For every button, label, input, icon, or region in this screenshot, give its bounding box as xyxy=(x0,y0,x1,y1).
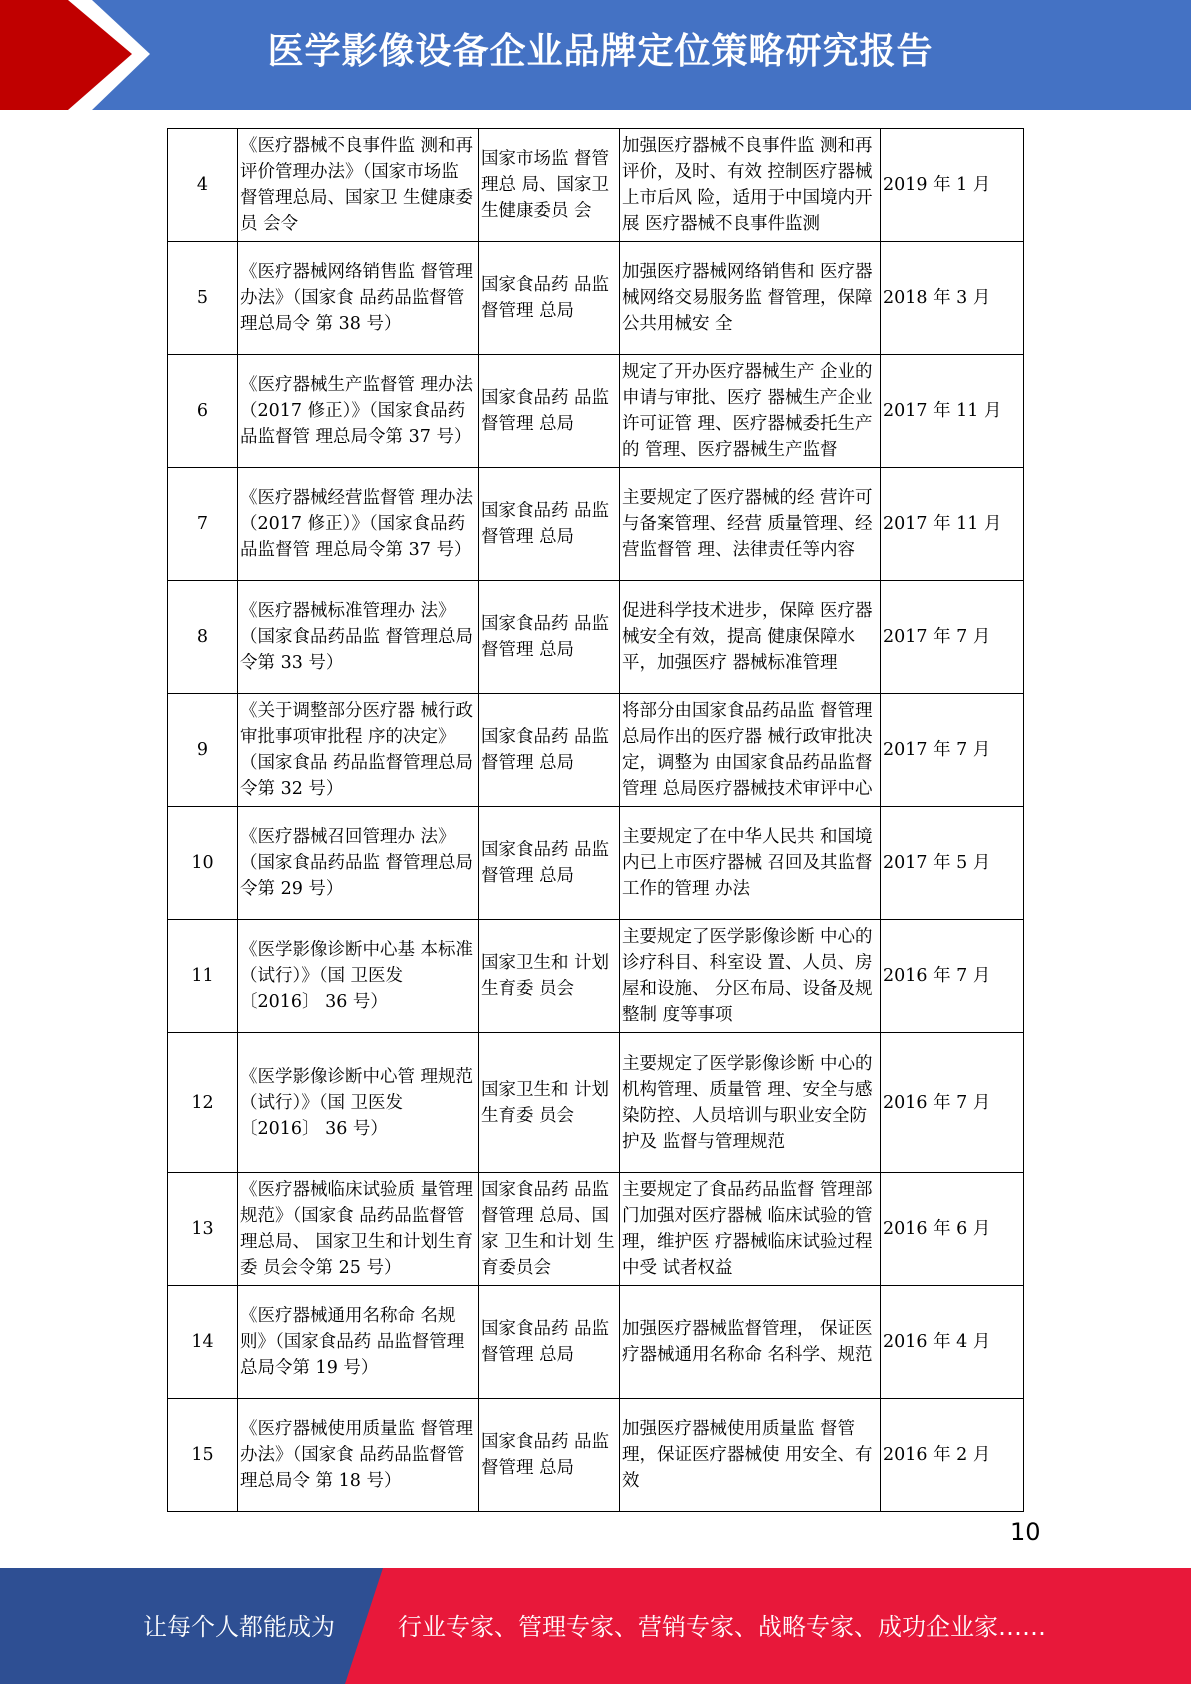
cell-effective-date xyxy=(881,1286,1024,1399)
row-number-text: 13 xyxy=(191,1219,214,1239)
table-row xyxy=(168,807,1024,920)
cell-regulation-content xyxy=(620,1286,881,1399)
cell-regulation-name xyxy=(238,1173,479,1286)
regulation-content-text: 主要规定了医学影像诊断 中心的机构管理、质量管 理、安全与感染防控、人员培训与职业安全防护及 监督与管理规范 xyxy=(622,1053,873,1152)
footer-slogan-left: 让每个人都能成为 xyxy=(143,1613,335,1641)
cell-effective-date xyxy=(881,920,1024,1033)
footer-slogan-right: 行业专家、管理专家、营销专家、战略专家、成功企业家…… xyxy=(398,1613,1046,1641)
table-row xyxy=(168,1033,1024,1173)
cell-regulation-name xyxy=(238,468,479,581)
table-row xyxy=(168,355,1024,468)
table-row xyxy=(168,920,1024,1033)
cell-row-number xyxy=(168,581,238,694)
issuing-department-text: 国家食品药 品监督管理 总局 xyxy=(481,388,610,434)
cell-row-number xyxy=(168,1286,238,1399)
cell-issuing-department xyxy=(479,807,620,920)
issuing-department-text: 国家食品药 品监督管理 总局 xyxy=(481,1319,610,1365)
regulation-name-text: 《医疗器械网络销售监 督管理办法》（国家食 品药品监督管理总局令 第 38 号） xyxy=(240,262,474,334)
regulation-content-text: 加强医疗器械不良事件监 测和再评价，及时、有效 控制医疗器械上市后风 险，适用于中国境内开展 医疗器械不良事件监测 xyxy=(622,136,873,234)
regulation-content-text: 加强医疗器械使用质量监 督管理，保证医疗器械使 用安全、有效 xyxy=(622,1419,873,1491)
cell-issuing-department xyxy=(479,1286,620,1399)
row-number-text: 4 xyxy=(196,175,209,195)
cell-issuing-department xyxy=(479,1033,620,1173)
table-row xyxy=(168,468,1024,581)
effective-date-text: 2017 年 11 月 xyxy=(883,514,1002,534)
issuing-department-text: 国家市场监 督管理总 局、国家卫 生健康委员 会 xyxy=(481,149,610,221)
effective-date-text: 2016 年 7 月 xyxy=(883,966,991,986)
cell-effective-date xyxy=(881,694,1024,807)
effective-date-text: 2018 年 3 月 xyxy=(883,288,991,308)
cell-row-number xyxy=(168,920,238,1033)
regulation-content-text: 加强医疗器械网络销售和 医疗器械网络交易服务监 督管理，保障公共用械安 全 xyxy=(622,262,873,334)
issuing-department-text: 国家食品药 品监督管理 总局、国家 卫生和计划 生育委员会 xyxy=(481,1180,615,1278)
cell-regulation-content xyxy=(620,1399,881,1512)
cell-regulation-name xyxy=(238,1286,479,1399)
cell-effective-date xyxy=(881,355,1024,468)
effective-date-text: 2017 年 7 月 xyxy=(883,740,991,760)
cell-regulation-name xyxy=(238,129,479,242)
page-number: 10 xyxy=(1010,1518,1041,1546)
row-number-text: 9 xyxy=(196,740,209,760)
cell-row-number xyxy=(168,1399,238,1512)
cell-regulation-name xyxy=(238,694,479,807)
cell-regulation-content xyxy=(620,1033,881,1173)
issuing-department-text: 国家食品药 品监督管理 总局 xyxy=(481,1432,610,1478)
cell-effective-date xyxy=(881,807,1024,920)
cell-row-number xyxy=(168,694,238,807)
issuing-department-text: 国家食品药 品监督管理 总局 xyxy=(481,840,610,886)
row-number-text: 14 xyxy=(191,1332,214,1352)
cell-regulation-content xyxy=(620,694,881,807)
cell-issuing-department xyxy=(479,920,620,1033)
table-row xyxy=(168,694,1024,807)
regulation-name-text: 《医疗器械召回管理办 法》（国家食品药品监 督管理总局令第 29 号） xyxy=(240,827,474,899)
regulation-name-text: 《医疗器械不良事件监 测和再评价管理办法》（国家市场监督管理总局、国家卫 生健康委员 会令 xyxy=(240,136,474,234)
row-number-text: 6 xyxy=(196,401,209,421)
table-row xyxy=(168,1399,1024,1512)
row-number-text: 5 xyxy=(196,288,209,308)
cell-regulation-name xyxy=(238,1399,479,1512)
regulation-content-text: 将部分由国家食品药品监 督管理总局作出的医疗器 械行政审批决定，调整为 由国家食品药品监督管理 总局医疗器械技术审评中心 xyxy=(622,701,873,799)
cell-regulation-name xyxy=(238,581,479,694)
cell-row-number xyxy=(168,468,238,581)
cell-regulation-content xyxy=(620,355,881,468)
cell-issuing-department xyxy=(479,129,620,242)
issuing-department-text: 国家卫生和 计划生育委 员会 xyxy=(481,1079,610,1126)
cell-regulation-content xyxy=(620,468,881,581)
issuing-department-text: 国家食品药 品监督管理 总局 xyxy=(481,614,610,660)
effective-date-text: 2017 年 7 月 xyxy=(883,627,991,647)
cell-effective-date xyxy=(881,129,1024,242)
effective-date-text: 2019 年 1 月 xyxy=(883,175,991,195)
effective-date-text: 2016 年 2 月 xyxy=(883,1445,991,1465)
cell-issuing-department xyxy=(479,1173,620,1286)
regulation-content-text: 规定了开办医疗器械生产 企业的申请与审批、医疗 器械生产企业许可证管 理、医疗器械委托生产的 管理、医疗器械生产监督 xyxy=(622,362,873,460)
row-number-text: 8 xyxy=(196,627,209,647)
regulation-content-text: 主要规定了医疗器械的经 营许可与备案管理、经营 质量管理、经营监督管 理、法律责任等内容 xyxy=(622,488,873,560)
regulation-name-text: 《医疗器械标准管理办 法》（国家食品药品监 督管理总局令第 33 号） xyxy=(240,601,474,673)
cell-effective-date xyxy=(881,1033,1024,1173)
issuing-department-text: 国家食品药 品监督管理 总局 xyxy=(481,727,610,773)
cell-row-number xyxy=(168,1173,238,1286)
cell-regulation-content xyxy=(620,129,881,242)
cell-regulation-name xyxy=(238,355,479,468)
cell-row-number xyxy=(168,1033,238,1173)
effective-date-text: 2016 年 6 月 xyxy=(883,1219,991,1239)
cell-row-number xyxy=(168,807,238,920)
table-row xyxy=(168,1173,1024,1286)
regulation-content-text: 主要规定了医学影像诊断 中心的诊疗科目、科室设 置、人员、房屋和设施、 分区布局、设备及规整制 度等事项 xyxy=(622,927,873,1025)
effective-date-text: 2016 年 7 月 xyxy=(883,1092,991,1113)
effective-date-text: 2017 年 5 月 xyxy=(883,853,991,873)
issuing-department-text: 国家卫生和 计划生育委 员会 xyxy=(481,953,610,999)
cell-effective-date xyxy=(881,242,1024,355)
regulations-table xyxy=(167,128,1024,1512)
cell-row-number xyxy=(168,242,238,355)
cell-effective-date xyxy=(881,1173,1024,1286)
regulation-name-text: 《关于调整部分医疗器 械行政审批事项审批程 序的决定》（国家食品 药品监督管理总局令第 32 号） xyxy=(240,701,474,799)
regulation-name-text: 《医学影像诊断中心基 本标准（试行）》（国 卫医发〔2016〕 36 号） xyxy=(240,940,474,1012)
cell-effective-date xyxy=(881,468,1024,581)
issuing-department-text: 国家食品药 品监督管理 总局 xyxy=(481,275,610,321)
cell-issuing-department xyxy=(479,694,620,807)
row-number-text: 10 xyxy=(191,853,214,873)
cell-effective-date xyxy=(881,581,1024,694)
regulation-name-text: 《医疗器械通用名称命 名规则》（国家食品药 品监督管理总局令第 19 号） xyxy=(240,1306,465,1378)
cell-issuing-department xyxy=(479,581,620,694)
table-row xyxy=(168,581,1024,694)
cell-regulation-content xyxy=(620,242,881,355)
cell-issuing-department xyxy=(479,1399,620,1512)
cell-regulation-content xyxy=(620,1173,881,1286)
effective-date-text: 2016 年 4 月 xyxy=(883,1332,991,1352)
document-title: 医学影像设备企业品牌定位策略研究报告 xyxy=(267,31,934,72)
cell-regulation-content xyxy=(620,920,881,1033)
regulation-content-text: 主要规定了食品药品监督 管理部门加强对医疗器械 临床试验的管理，维护医 疗器械临床试验过程中受 试者权益 xyxy=(622,1180,873,1278)
regulation-name-text: 《医疗器械经营监督管 理办法（2017 修正）》（国家食品药品监督管 理总局令第 37 号） xyxy=(240,488,474,560)
cell-issuing-department xyxy=(479,355,620,468)
cell-row-number xyxy=(168,129,238,242)
row-number-text: 11 xyxy=(191,966,214,986)
cell-issuing-department xyxy=(479,468,620,581)
regulation-name-text: 《医疗器械使用质量监 督管理办法》（国家食 品药品监督管理总局令 第 18 号） xyxy=(240,1419,474,1491)
page-footer xyxy=(0,1568,1191,1684)
row-number-text: 15 xyxy=(191,1445,214,1465)
cell-regulation-name xyxy=(238,242,479,355)
regulation-name-text: 《医疗器械生产监督管 理办法（2017 修正）》（国家食品药品监督管 理总局令第 37 号） xyxy=(240,375,474,447)
cell-regulation-name xyxy=(238,1033,479,1173)
cell-effective-date xyxy=(881,1399,1024,1512)
cell-regulation-name xyxy=(238,920,479,1033)
table-row xyxy=(168,1286,1024,1399)
effective-date-text: 2017 年 11 月 xyxy=(883,401,1002,421)
cell-row-number xyxy=(168,355,238,468)
row-number-text: 7 xyxy=(196,514,209,534)
page-header xyxy=(0,0,1191,110)
cell-regulation-name xyxy=(238,807,479,920)
issuing-department-text: 国家食品药 品监督管理 总局 xyxy=(481,501,610,547)
regulation-content-text: 主要规定了在中华人民共 和国境内已上市医疗器械 召回及其监督工作的管理 办法 xyxy=(622,827,873,899)
regulation-name-text: 《医疗器械临床试验质 量管理规范》（国家食 品药品监督管理总局、 国家卫生和计划生育委 员会令第 25 号） xyxy=(240,1180,474,1278)
cell-regulation-content xyxy=(620,807,881,920)
regulation-name-text: 《医学影像诊断中心管 理规范（试行）》（国 卫医发〔2016〕 36 号） xyxy=(240,1066,474,1139)
regulation-content-text: 促进科学技术进步，保障 医疗器械安全有效，提高 健康保障水平，加强医疗 器械标准管理 xyxy=(622,601,873,673)
regulation-content-text: 加强医疗器械监督管理， 保证医疗器械通用名称命 名科学、规范 xyxy=(622,1319,873,1365)
row-number-text: 12 xyxy=(191,1092,214,1113)
cell-regulation-content xyxy=(620,581,881,694)
table-row xyxy=(168,129,1024,242)
table-row xyxy=(168,242,1024,355)
cell-issuing-department xyxy=(479,242,620,355)
